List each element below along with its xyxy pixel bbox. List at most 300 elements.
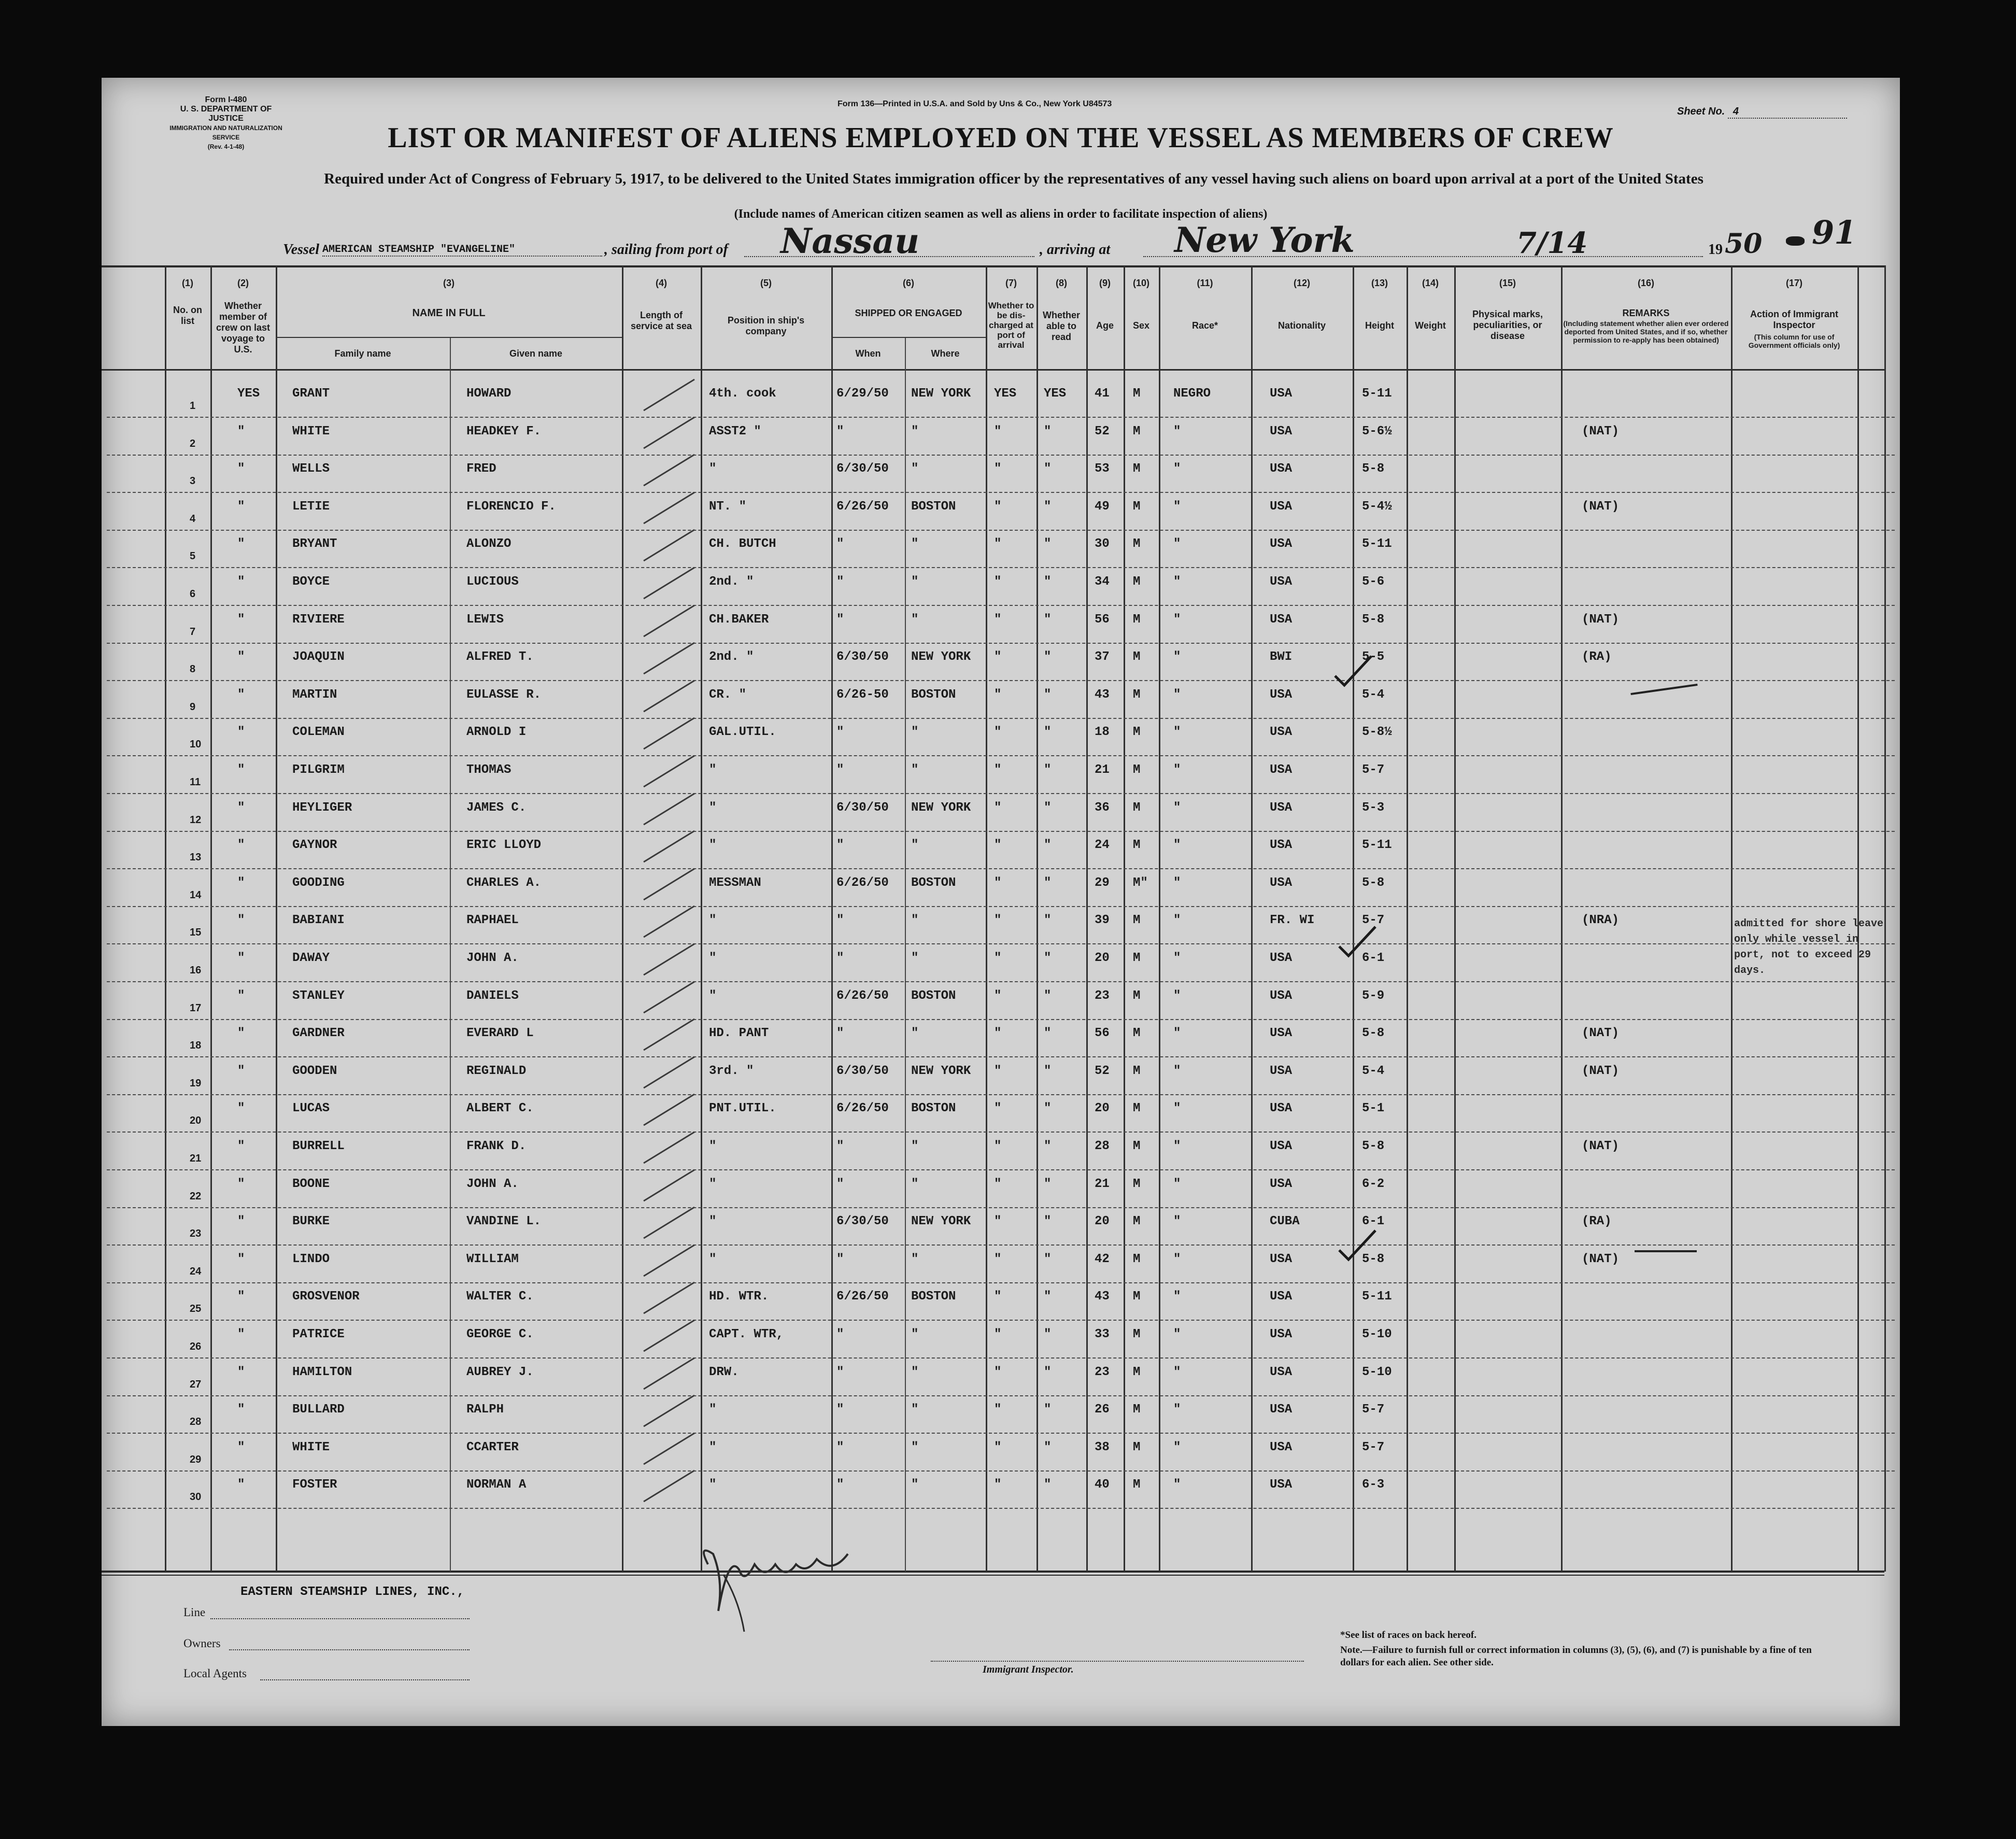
column-number: (11) (1197, 278, 1213, 288)
year-prefix: 19 (1708, 242, 1723, 258)
table-row (102, 496, 1900, 533)
position-cell: " (709, 951, 717, 965)
row-number: 2 (190, 437, 196, 449)
sex-cell: M (1133, 1214, 1141, 1229)
nationality-cell: USA (1270, 763, 1293, 777)
able-to-read-cell: " (1044, 687, 1052, 702)
family-name-cell: HAMILTON (292, 1365, 352, 1379)
table-row (102, 1474, 1900, 1511)
column-number: (16) (1637, 278, 1654, 288)
shipped-when-cell: " (836, 612, 844, 627)
prev-voyage-cell: " (237, 612, 245, 627)
discharged-cell: " (994, 1026, 1002, 1041)
discharged-cell: " (994, 1101, 1002, 1116)
service-tick-mark (641, 1167, 698, 1203)
given-name-cell: CCARTER (466, 1440, 519, 1454)
prev-voyage-cell: " (237, 951, 245, 965)
given-name-cell: JAMES C. (466, 800, 527, 815)
row-number: 24 (190, 1265, 202, 1277)
row-dotted-rule (107, 1282, 1895, 1283)
family-name-cell: WHITE (292, 424, 330, 438)
position-cell: " (709, 1440, 717, 1454)
table-row (102, 985, 1900, 1022)
position-cell: 2nd. " (709, 650, 754, 664)
header-bottom-border (102, 369, 1884, 371)
discharged-cell: " (994, 462, 1002, 476)
prev-voyage-cell: " (237, 499, 245, 514)
given-name-cell: LEWIS (466, 612, 504, 627)
race-cell: " (1173, 1403, 1181, 1417)
family-name-cell: GAYNOR (292, 838, 337, 853)
nationality-cell: USA (1270, 875, 1293, 890)
row-dotted-rule (107, 1056, 1895, 1057)
sex-cell: M (1133, 462, 1141, 476)
prev-voyage-cell: " (237, 575, 245, 589)
prev-voyage-cell: " (237, 1026, 245, 1041)
given-name-cell: LUCIOUS (466, 575, 519, 589)
sex-cell: M (1133, 424, 1141, 438)
nationality-cell: USA (1270, 499, 1293, 514)
row-number: 30 (190, 1491, 202, 1503)
shipped-when-cell: " (836, 537, 844, 551)
row-dotted-rule (107, 1169, 1895, 1170)
sex-cell: M (1133, 725, 1141, 740)
table-bottom-border (102, 1571, 1884, 1573)
able-to-read-cell: " (1044, 612, 1052, 627)
sheet-number (1677, 106, 1847, 119)
table-bottom-rule (102, 1575, 1884, 1576)
prev-voyage-cell: " (237, 913, 245, 928)
given-name-cell: GEORGE C. (466, 1327, 534, 1341)
able-to-read-cell: " (1044, 650, 1052, 664)
age-cell: 20 (1095, 1214, 1110, 1229)
table-row (102, 1248, 1900, 1285)
position-cell: HD. WTR. (709, 1290, 769, 1304)
height-cell: 5-10 (1362, 1327, 1392, 1341)
table-row (102, 1323, 1900, 1361)
shipped-where-cell: " (911, 612, 919, 627)
sex-cell: M (1133, 575, 1141, 589)
discharged-cell: " (994, 612, 1002, 627)
height-cell: 5-8 (1362, 1139, 1385, 1153)
service-tick-mark (641, 602, 698, 639)
given-name-cell: JOHN A. (466, 1177, 519, 1191)
header-position: Position in ship's company (727, 315, 805, 336)
age-cell: 34 (1095, 575, 1110, 589)
row-number: 16 (190, 965, 202, 976)
nationality-cell: USA (1270, 424, 1293, 438)
shipped-when-cell: 6/26/50 (836, 1101, 889, 1116)
remarks-cell: (NAT) (1582, 1064, 1620, 1078)
row-dotted-rule (107, 643, 1895, 644)
discharged-cell: " (994, 650, 1002, 664)
height-cell: 5-8 (1362, 1026, 1385, 1041)
nationality-cell: USA (1270, 838, 1293, 853)
given-name-cell: RALPH (466, 1403, 504, 1417)
race-cell: " (1173, 687, 1181, 702)
row-number: 15 (190, 927, 202, 939)
row-dotted-rule (107, 1207, 1895, 1208)
age-cell: 42 (1095, 1252, 1110, 1266)
header-height: Height (1365, 320, 1394, 331)
given-name-cell: RAPHAEL (466, 913, 519, 928)
printer-line: Form 136—Printed in U.S.A. and Sold by Uns & Co., New York U84573 (837, 100, 1112, 108)
race-cell: " (1173, 800, 1181, 815)
race-cell: " (1173, 988, 1181, 1003)
prev-voyage-cell: " (237, 800, 245, 815)
sex-cell: M (1133, 800, 1141, 815)
table-row (102, 383, 1900, 420)
row-dotted-rule (107, 906, 1895, 907)
able-to-read-cell: " (1044, 951, 1052, 965)
revision-label: (Rev. 4-1-48) (207, 143, 245, 150)
header-able-to-read: Whether able to read (1043, 310, 1080, 342)
prev-voyage-cell: " (237, 462, 245, 476)
age-cell: 52 (1095, 424, 1110, 438)
family-name-cell: BABIANI (292, 913, 345, 928)
prev-voyage-cell: " (237, 1365, 245, 1379)
race-cell: " (1173, 462, 1181, 476)
height-cell: 5-6 (1362, 575, 1385, 589)
race-cell: " (1173, 913, 1181, 928)
table-row (102, 1436, 1900, 1474)
row-dotted-rule (107, 1433, 1895, 1434)
shipped-when-cell: 6/26/50 (836, 499, 889, 514)
discharged-cell: YES (994, 387, 1017, 401)
nationality-cell: USA (1270, 1139, 1293, 1153)
nationality-cell: USA (1270, 387, 1293, 401)
row-number: 22 (190, 1190, 202, 1202)
given-name-cell: HEADKEY F. (466, 424, 542, 438)
row-number: 23 (190, 1228, 202, 1240)
discharged-cell: " (994, 575, 1002, 589)
race-cell: " (1173, 763, 1181, 777)
column-number: (12) (1293, 278, 1310, 288)
shipped-when-cell: " (836, 424, 844, 438)
able-to-read-cell: " (1044, 1177, 1052, 1191)
sheet-number-value: 4 (1728, 106, 1847, 119)
position-cell: " (709, 1478, 717, 1492)
local-agents-underline (260, 1679, 470, 1680)
nationality-cell: USA (1270, 1101, 1293, 1116)
race-cell: NEGRO (1173, 387, 1211, 401)
service-tick-mark (641, 941, 698, 977)
race-cell: " (1173, 1327, 1181, 1341)
remarks-cell: (NAT) (1582, 1252, 1620, 1266)
nationality-cell: CUBA (1270, 1214, 1300, 1229)
height-cell: 5-3 (1362, 800, 1385, 815)
family-name-cell: BOYCE (292, 575, 330, 589)
row-dotted-rule (107, 455, 1895, 456)
shipped-where-cell: " (911, 1177, 919, 1191)
shipped-where-cell: BOSTON (911, 499, 956, 514)
header-inspector-note: (This column for use of Government officials only) (1748, 333, 1840, 349)
discharged-cell: " (994, 1177, 1002, 1191)
shipped-when-cell: " (836, 1139, 844, 1153)
given-name-cell: ALBERT C. (466, 1101, 534, 1116)
service-tick-mark (641, 903, 698, 939)
nationality-cell: USA (1270, 1026, 1293, 1041)
column-number: (13) (1371, 278, 1388, 288)
row-dotted-rule (107, 1131, 1895, 1133)
line-underline (210, 1618, 470, 1619)
sex-cell: M (1133, 499, 1141, 514)
race-cell: " (1173, 1177, 1181, 1191)
nationality-cell: USA (1270, 1478, 1293, 1492)
prev-voyage-cell: " (237, 650, 245, 664)
sex-cell: M (1133, 1290, 1141, 1304)
shipped-where-cell: " (911, 1440, 919, 1454)
service-tick-mark (641, 1242, 698, 1278)
given-name-cell: HOWARD (466, 387, 512, 401)
race-cell: " (1173, 1214, 1181, 1229)
shipped-when-cell: " (836, 725, 844, 740)
row-dotted-rule (107, 1320, 1895, 1321)
header-age: Age (1096, 320, 1114, 331)
sex-cell: M (1133, 913, 1141, 928)
header-no-on-list: No. on list (173, 305, 202, 326)
race-cell: " (1173, 1478, 1181, 1492)
nationality-cell: USA (1270, 462, 1293, 476)
position-cell: DRW. (709, 1365, 739, 1379)
age-cell: 24 (1095, 838, 1110, 853)
height-cell: 5-8 (1362, 462, 1385, 476)
column-number: (10) (1132, 278, 1149, 288)
shipped-where-cell: BOSTON (911, 875, 956, 890)
row-number: 8 (190, 663, 196, 675)
given-name-cell: EVERARD L (466, 1026, 534, 1041)
prev-voyage-cell: " (237, 988, 245, 1003)
shipped-when-cell: 6/30/50 (836, 800, 889, 815)
row-number: 13 (190, 852, 202, 864)
service-tick-mark (641, 1016, 698, 1052)
able-to-read-cell: " (1044, 725, 1052, 740)
table-row (102, 872, 1900, 909)
shipped-where-cell: " (911, 462, 919, 476)
height-cell: 5-8 (1362, 875, 1385, 890)
nationality-cell: USA (1270, 988, 1293, 1003)
height-cell: 5-7 (1362, 763, 1385, 777)
height-cell: 5-8 (1362, 612, 1385, 627)
able-to-read-cell: " (1044, 1214, 1052, 1229)
prev-voyage-cell: YES (237, 387, 260, 401)
position-cell: " (709, 800, 717, 815)
position-cell: 3rd. " (709, 1064, 754, 1078)
shipped-where-cell: BOSTON (911, 1290, 956, 1304)
column-number: (1) (182, 278, 193, 288)
shipped-where-cell: " (911, 424, 919, 438)
row-dotted-rule (107, 417, 1895, 418)
sex-cell: M (1133, 1026, 1141, 1041)
height-cell: 5-4½ (1362, 499, 1392, 514)
row-number: 12 (190, 814, 202, 826)
header-nationality: Nationality (1277, 320, 1326, 331)
height-cell: 5-11 (1362, 537, 1392, 551)
sex-cell: M (1133, 1440, 1141, 1454)
row-dotted-rule (107, 718, 1895, 719)
sex-cell: M (1133, 763, 1141, 777)
given-name-cell: FRANK D. (466, 1139, 527, 1153)
height-cell: 5-10 (1362, 1365, 1392, 1379)
able-to-read-cell: " (1044, 1101, 1052, 1116)
family-name-cell: BURRELL (292, 1139, 345, 1153)
service-tick-mark (641, 828, 698, 864)
row-number: 19 (190, 1077, 202, 1089)
age-cell: 23 (1095, 1365, 1110, 1379)
position-cell: " (709, 462, 717, 476)
shipped-when-cell: 6/29/50 (836, 387, 889, 401)
discharged-cell: " (994, 1139, 1002, 1153)
discharged-cell: " (994, 499, 1002, 514)
shipped-where-cell: " (911, 1026, 919, 1041)
able-to-read-cell: " (1044, 1290, 1052, 1304)
row-number: 28 (190, 1416, 202, 1428)
able-to-read-cell: " (1044, 1478, 1052, 1492)
race-cell: " (1173, 1064, 1181, 1078)
age-cell: 49 (1095, 499, 1110, 514)
service-tick-mark (641, 1430, 698, 1466)
shipped-where-cell: " (911, 913, 919, 928)
header-name-in-full: NAME IN FULL (412, 307, 486, 319)
table-row (102, 533, 1900, 570)
header-shipped-or-engaged: SHIPPED OR ENGAGED (855, 308, 962, 318)
header-length-of-service: Length of service at sea (630, 310, 692, 331)
column-number: (17) (1785, 278, 1802, 288)
able-to-read-cell: " (1044, 424, 1052, 438)
row-dotted-rule (107, 680, 1895, 681)
age-cell: 43 (1095, 1290, 1110, 1304)
table-row (102, 458, 1900, 495)
row-number: 25 (190, 1303, 202, 1315)
height-cell: 5-5 (1362, 650, 1385, 664)
race-cell: " (1173, 650, 1181, 664)
prev-voyage-cell: " (237, 838, 245, 853)
nationality-cell: USA (1270, 1290, 1293, 1304)
shipped-when-cell: 6/26/50 (836, 988, 889, 1003)
row-number: 5 (190, 550, 196, 562)
discharged-cell: " (994, 1403, 1002, 1417)
given-name-cell: AUBREY J. (466, 1365, 534, 1379)
given-name-cell: REGINALD (466, 1064, 527, 1078)
height-cell: 5-11 (1362, 838, 1392, 853)
height-cell: 5-11 (1362, 1290, 1392, 1304)
prev-voyage-cell: " (237, 1478, 245, 1492)
service-tick-mark (641, 677, 698, 714)
race-cell: " (1173, 1101, 1181, 1116)
shipped-where-cell: " (911, 1403, 919, 1417)
position-cell: MESSMAN (709, 875, 761, 890)
row-number: 29 (190, 1453, 202, 1465)
row-dotted-rule (107, 492, 1895, 493)
service-tick-mark (641, 414, 698, 450)
sex-cell: M (1133, 537, 1141, 551)
row-number: 17 (190, 1002, 202, 1014)
discharged-cell: " (994, 1214, 1002, 1229)
given-name-cell: FRED (466, 462, 496, 476)
subtitle: Required under Act of Congress of February 5, 1917, to be delivered to the United States immigration officer by the representatives of any vessel having such aliens on board upon arrival at a port of the United States (324, 171, 1703, 187)
age-cell: 56 (1095, 1026, 1110, 1041)
service-tick-mark (641, 715, 698, 751)
nationality-cell: USA (1270, 537, 1293, 551)
table-row (102, 1285, 1900, 1323)
family-name-cell: GROSVENOR (292, 1290, 360, 1304)
prev-voyage-cell: " (237, 424, 245, 438)
sex-cell: M (1133, 1064, 1141, 1078)
position-cell: " (709, 988, 717, 1003)
shipped-where-cell: " (911, 1252, 919, 1266)
remarks-cell: (NAT) (1582, 424, 1620, 438)
sex-cell: M (1133, 1177, 1141, 1191)
prev-voyage-cell: " (237, 1064, 245, 1078)
remark-dash (1635, 1250, 1697, 1252)
family-name-cell: LINDO (292, 1252, 330, 1266)
line-company: EASTERN STEAMSHIP LINES, INC., (240, 1585, 465, 1599)
shipped-when-cell: 6/30/50 (836, 462, 889, 476)
family-name-cell: STANLEY (292, 988, 345, 1003)
discharged-cell: " (994, 800, 1002, 815)
service-tick-mark (641, 979, 698, 1015)
age-cell: 28 (1095, 1139, 1110, 1153)
age-cell: 33 (1095, 1327, 1110, 1341)
discharged-cell: " (994, 763, 1002, 777)
prev-voyage-cell: " (237, 763, 245, 777)
row-dotted-rule (107, 943, 1895, 944)
position-cell: 4th. cook (709, 387, 776, 401)
penalty-note: Note.—Failure to furnish full or correct information in columns (3), (5), (6), and (7) is punishable by a fine of ten dollars for each alien. See other side. (1340, 1645, 1812, 1668)
table-row (102, 1210, 1900, 1248)
row-number: 10 (190, 739, 202, 751)
family-name-cell: BULLARD (292, 1403, 345, 1417)
service-tick-mark (641, 489, 698, 526)
prev-voyage-cell: " (237, 537, 245, 551)
column-number: (9) (1099, 278, 1111, 288)
row-number: 21 (190, 1153, 202, 1164)
table-row (102, 1173, 1900, 1210)
family-name-cell: RIVIERE (292, 612, 345, 627)
race-cell: " (1173, 875, 1181, 890)
age-cell: 30 (1095, 537, 1110, 551)
row-number: 18 (190, 1040, 202, 1052)
discharged-cell: " (994, 1478, 1002, 1492)
shipped-when-cell: " (836, 1026, 844, 1041)
prev-voyage-cell: " (237, 1177, 245, 1191)
shipped-where-cell: " (911, 1139, 919, 1153)
service-tick-mark (641, 1091, 698, 1127)
able-to-read-cell: " (1044, 462, 1052, 476)
table-row (102, 646, 1900, 683)
prev-voyage-cell: " (237, 1290, 245, 1304)
family-name-cell: FOSTER (292, 1478, 337, 1492)
height-cell: 6-1 (1362, 1214, 1385, 1229)
shipped-where-cell: " (911, 838, 919, 853)
column-number: (3) (443, 278, 455, 288)
age-cell: 23 (1095, 988, 1110, 1003)
shipped-where-cell: " (911, 1365, 919, 1379)
column-number: (4) (656, 278, 667, 288)
prev-voyage-cell: " (237, 687, 245, 702)
given-name-cell: VANDINE L. (466, 1214, 542, 1229)
arrival-date: 7/14 (1516, 226, 1588, 260)
owners-label: Owners (183, 1637, 221, 1650)
shipped-when-cell: " (836, 1440, 844, 1454)
shipped-when-cell: 6/26/50 (836, 875, 889, 890)
table-row (102, 1135, 1900, 1172)
row-number: 7 (190, 626, 196, 638)
header-previous-voyage: Whether member of crew on last voyage to U.S. (216, 301, 271, 355)
race-cell: " (1173, 1290, 1181, 1304)
prev-voyage-cell: " (237, 1139, 245, 1153)
position-cell: " (709, 1214, 717, 1229)
